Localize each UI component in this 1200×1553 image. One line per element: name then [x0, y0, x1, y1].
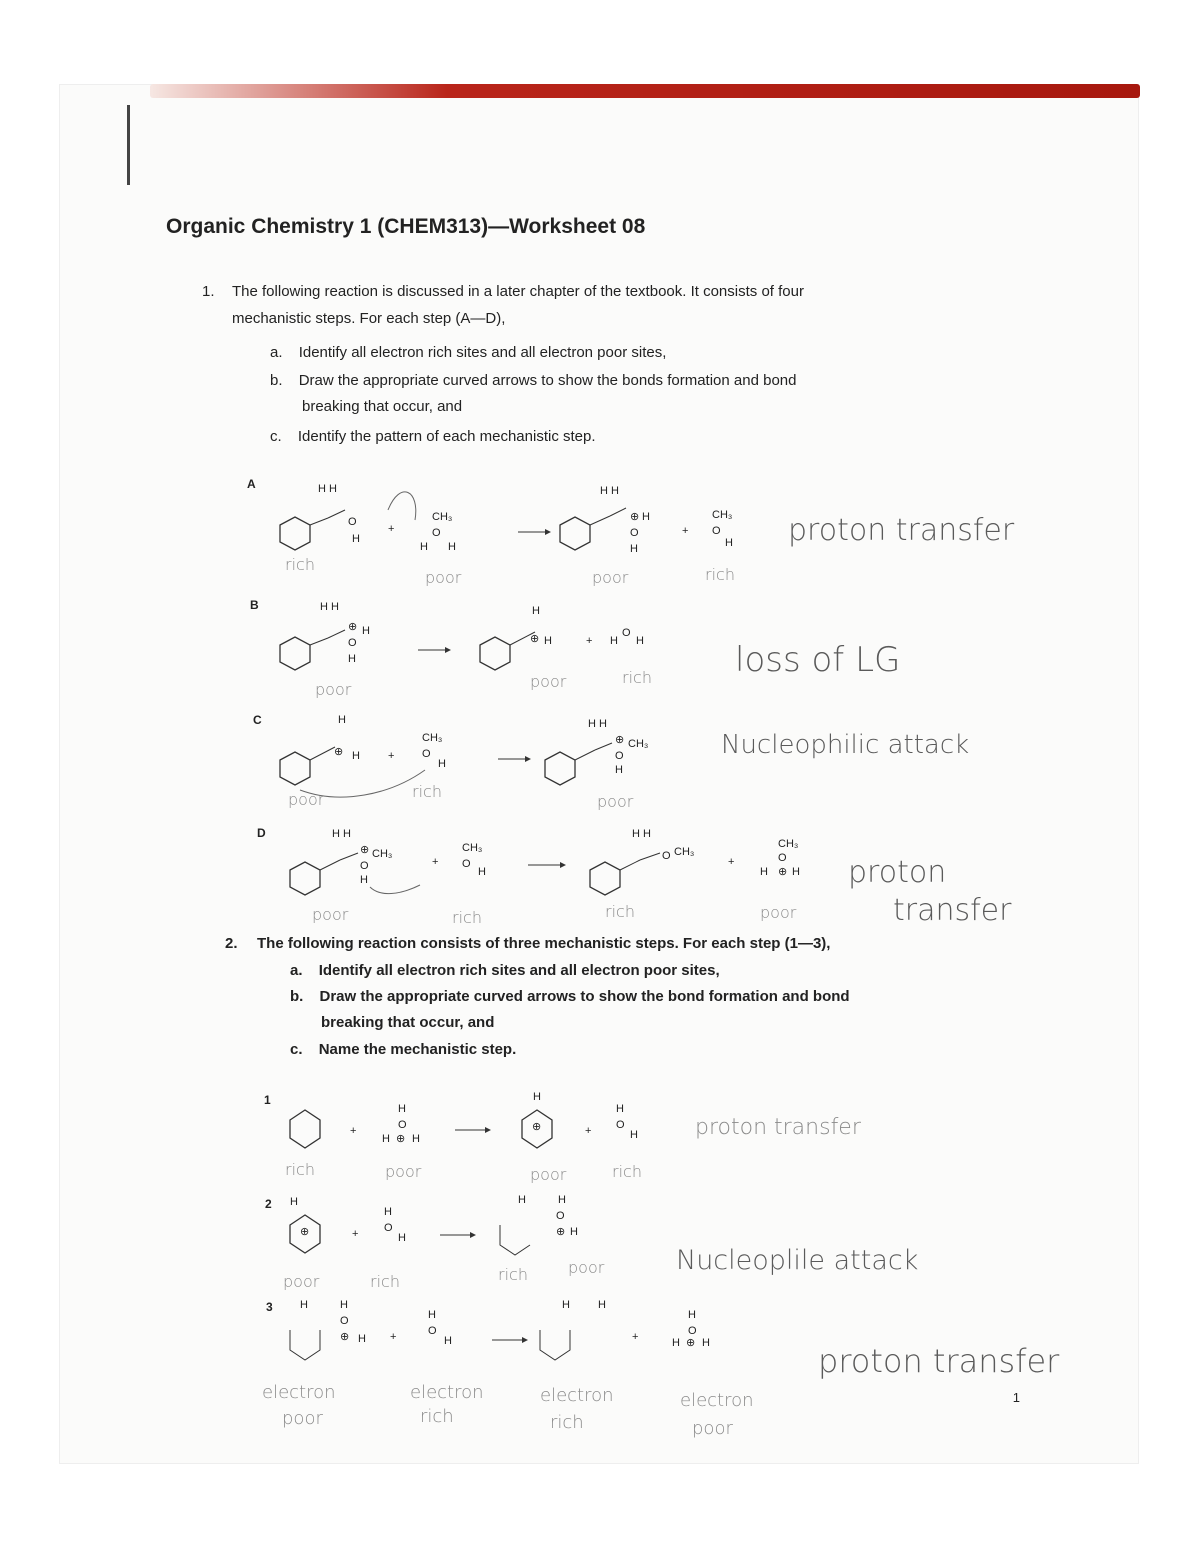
- svg-text:H: H: [725, 537, 733, 549]
- svg-text:⊕: ⊕: [686, 1337, 696, 1349]
- svg-text:⊕: ⊕: [556, 1226, 566, 1238]
- svg-text:+: +: [432, 856, 439, 868]
- svg-text:O: O: [556, 1210, 565, 1222]
- hw-B-poor2: poor: [530, 672, 567, 691]
- hw-2-rich: rich: [370, 1272, 400, 1291]
- svg-text:H: H: [615, 764, 623, 776]
- svg-text:H: H: [338, 714, 346, 726]
- svg-text:H: H: [636, 635, 644, 647]
- q1-item-c: [270, 424, 596, 450]
- svg-text:H: H: [348, 653, 356, 665]
- hw-D-rich2: rich: [605, 902, 635, 921]
- q2-b-text1: Draw the appropriate curved arrows to show the bond formation and bond: [319, 988, 850, 1005]
- svg-text:H: H: [616, 1103, 624, 1115]
- svg-text:O: O: [340, 1315, 349, 1327]
- svg-text:H H: H H: [332, 828, 351, 840]
- hw-3-electron-3: electron: [540, 1385, 614, 1406]
- q1-b-text1: Draw the appropriate curved arrows to show the bonds formation and bond: [298, 372, 797, 389]
- worksheet-title: Organic Chemistry 1 (CHEM313)—Worksheet 08: [166, 215, 646, 238]
- svg-text:H: H: [438, 758, 446, 770]
- svg-text:CH₃: CH₃: [432, 511, 453, 523]
- svg-text:H: H: [444, 1335, 452, 1347]
- hw-B-rich: rich: [622, 668, 652, 687]
- svg-text:H: H: [562, 1299, 570, 1311]
- svg-text:H: H: [792, 866, 800, 878]
- svg-text:H: H: [760, 866, 768, 878]
- svg-text:O: O: [348, 637, 357, 649]
- svg-text:H: H: [544, 635, 552, 647]
- svg-text:H: H: [384, 1206, 392, 1218]
- q1-a-label: a.: [270, 344, 283, 361]
- svg-text:+: +: [350, 1125, 357, 1137]
- svg-text:⊕: ⊕: [348, 621, 358, 633]
- q2-text: [225, 930, 831, 957]
- svg-text:O: O: [360, 860, 369, 872]
- svg-text:H: H: [300, 1299, 308, 1311]
- q2-number: 2.: [225, 935, 238, 952]
- q2-b-label: b.: [290, 988, 304, 1005]
- svg-text:⊕: ⊕: [340, 1331, 350, 1343]
- q1-line1: The following reaction is discussed in a later chapter of the textbook. It consists of four: [232, 283, 804, 300]
- scheme-row-B: [280, 601, 644, 670]
- svg-text:O: O: [462, 858, 471, 870]
- hw-3-rich2: rich: [550, 1412, 584, 1433]
- svg-text:+: +: [728, 856, 735, 868]
- svg-text:O: O: [422, 748, 431, 760]
- svg-text:O: O: [622, 627, 631, 639]
- hw-1-poor2: poor: [530, 1165, 567, 1184]
- svg-text:H: H: [352, 750, 360, 762]
- hw-3-electron-4: electron: [680, 1390, 754, 1411]
- q2-b-text2: breaking that occur, and: [321, 1014, 495, 1031]
- hw-1-pattern: proton transfer: [695, 1115, 861, 1140]
- q1-b-label: b.: [270, 372, 283, 389]
- svg-text:⊕: ⊕: [778, 866, 788, 878]
- svg-text:⊕: ⊕: [530, 633, 540, 645]
- svg-text:O: O: [615, 750, 624, 762]
- svg-text:H H: H H: [320, 601, 339, 613]
- step-label-D: D: [257, 826, 266, 840]
- hw-3-pattern: proton transfer: [818, 1342, 1060, 1380]
- hw-3-electron-1: electron: [262, 1382, 336, 1403]
- q1-b-text2: breaking that occur, and: [302, 398, 463, 415]
- q2-line1: The following reaction consists of three mechanistic steps. For each step (1—3),: [257, 935, 831, 952]
- hw-C-pattern: Nucleophilic attack: [721, 730, 970, 760]
- page-number: 1: [1012, 1390, 1020, 1405]
- hw-A-rich: rich: [285, 555, 315, 574]
- q1-c-label: c.: [270, 428, 282, 445]
- hw-1-poor: poor: [385, 1162, 422, 1181]
- hw-2-poor2: poor: [568, 1258, 605, 1277]
- q1-item-b: [270, 368, 796, 420]
- svg-text:+: +: [390, 1331, 397, 1343]
- hw-B-pattern: loss of LG: [735, 640, 901, 680]
- svg-text:H H: H H: [632, 828, 651, 840]
- svg-text:H: H: [598, 1299, 606, 1311]
- svg-text:H: H: [358, 1333, 366, 1345]
- step-label-A: A: [247, 477, 256, 491]
- svg-text:H: H: [290, 1196, 298, 1208]
- svg-text:O: O: [348, 516, 357, 528]
- q1-item-a: [270, 340, 666, 366]
- hw-A-poor1: poor: [425, 568, 462, 587]
- q2-item-c: [290, 1037, 516, 1063]
- svg-text:H: H: [688, 1309, 696, 1321]
- hw-B-poor: poor: [315, 680, 352, 699]
- hw-D-rich: rich: [452, 908, 482, 927]
- svg-text:H: H: [518, 1194, 526, 1206]
- svg-text:⊕: ⊕: [615, 734, 625, 746]
- scheme-row-A: [280, 483, 733, 555]
- step-label-2: 2: [265, 1197, 272, 1211]
- hw-3-rich: rich: [420, 1406, 454, 1427]
- svg-text:⊕: ⊕: [396, 1133, 406, 1145]
- hw-C-poor: poor: [288, 790, 325, 809]
- hw-3-electron-2: electron: [410, 1382, 484, 1403]
- svg-text:H: H: [448, 541, 456, 553]
- svg-text:CH₃: CH₃: [462, 842, 483, 854]
- svg-text:O: O: [428, 1325, 437, 1337]
- svg-text:+: +: [585, 1125, 592, 1137]
- svg-text:O: O: [712, 525, 721, 537]
- q1-a-text: Identify all electron rich sites and all electron poor sites,: [298, 344, 667, 361]
- svg-text:H: H: [570, 1226, 578, 1238]
- svg-text:H H: H H: [600, 485, 619, 497]
- svg-text:H: H: [642, 511, 650, 523]
- scheme-row-D: [290, 828, 800, 895]
- svg-text:H: H: [610, 635, 618, 647]
- svg-text:⊕: ⊕: [300, 1226, 310, 1238]
- svg-text:CH₃: CH₃: [674, 846, 695, 858]
- hw-D-pattern-2: transfer: [893, 893, 1012, 928]
- svg-text:H: H: [532, 605, 540, 617]
- hw-A-pattern: proton transfer: [788, 513, 1015, 548]
- svg-text:H: H: [630, 1129, 638, 1141]
- svg-text:H: H: [382, 1133, 390, 1145]
- scheme-row-3: [290, 1299, 710, 1360]
- svg-text:+: +: [388, 750, 395, 762]
- hw-1-rich: rich: [285, 1160, 315, 1179]
- svg-text:O: O: [778, 852, 787, 864]
- svg-text:H: H: [630, 543, 638, 555]
- hw-D-poor2: poor: [760, 903, 797, 922]
- svg-text:CH₃: CH₃: [422, 732, 443, 744]
- page-edge-line: [127, 105, 130, 185]
- step-label-B: B: [250, 598, 259, 612]
- hw-3-poor: poor: [282, 1408, 323, 1429]
- svg-text:+: +: [352, 1228, 359, 1240]
- q2-c-label: c.: [290, 1041, 303, 1058]
- hw-D-poor: poor: [312, 905, 349, 924]
- svg-text:H: H: [478, 866, 486, 878]
- svg-text:H: H: [420, 541, 428, 553]
- svg-text:H: H: [398, 1103, 406, 1115]
- q2-item-b: [290, 984, 850, 1036]
- svg-text:+: +: [632, 1331, 639, 1343]
- svg-text:O: O: [688, 1325, 697, 1337]
- q2-reaction-schemes: [280, 1090, 760, 1380]
- svg-text:H: H: [398, 1232, 406, 1244]
- svg-text:CH₃: CH₃: [628, 738, 649, 750]
- hw-D-pattern-1: proton: [848, 855, 947, 890]
- svg-text:CH₃: CH₃: [372, 848, 393, 860]
- scheme-row-1: [290, 1091, 638, 1148]
- svg-text:⊕: ⊕: [334, 746, 344, 758]
- svg-text:H: H: [533, 1091, 541, 1103]
- hw-2-rich2: rich: [498, 1265, 528, 1284]
- svg-text:H: H: [340, 1299, 348, 1311]
- hw-A-poor2: poor: [592, 568, 629, 587]
- step-label-3: 3: [266, 1300, 273, 1314]
- q2-a-label: a.: [290, 962, 303, 979]
- step-label-1: 1: [264, 1093, 271, 1107]
- svg-text:H H: H H: [588, 718, 607, 730]
- svg-text:H: H: [672, 1337, 680, 1349]
- step-label-C: C: [253, 713, 262, 727]
- q1-text: [202, 278, 804, 332]
- q1-c-text: Identify the pattern of each mechanistic step.: [297, 428, 596, 445]
- scheme-row-C: [280, 714, 648, 797]
- q1-line2: mechanistic steps. For each step (A—D),: [232, 310, 506, 327]
- svg-text:+: +: [586, 635, 593, 647]
- red-folder-edge: [150, 84, 1140, 98]
- hw-3-poor2: poor: [692, 1418, 733, 1439]
- hw-1-rich2: rich: [612, 1162, 642, 1181]
- hw-A-rich2: rich: [705, 565, 735, 584]
- svg-text:O: O: [398, 1119, 407, 1131]
- q2-a-text: Identify all electron rich sites and all electron poor sites,: [318, 962, 720, 979]
- svg-text:O: O: [432, 527, 441, 539]
- svg-text:O: O: [616, 1119, 625, 1131]
- svg-text:H: H: [702, 1337, 710, 1349]
- svg-text:H: H: [412, 1133, 420, 1145]
- svg-text:H: H: [558, 1194, 566, 1206]
- svg-text:+: +: [682, 525, 689, 537]
- scheme-row-2: [290, 1194, 578, 1255]
- hw-2-pattern: Nucleoplile attack: [676, 1245, 919, 1276]
- svg-text:H: H: [428, 1309, 436, 1321]
- svg-text:H H: H H: [318, 483, 337, 495]
- svg-text:⊕: ⊕: [532, 1121, 542, 1133]
- svg-text:O: O: [630, 527, 639, 539]
- svg-text:⊕: ⊕: [630, 511, 640, 523]
- q2-item-a: [290, 958, 720, 984]
- hw-C-poor2: poor: [597, 792, 634, 811]
- svg-text:O: O: [662, 850, 671, 862]
- q2-c-text: Name the mechanistic step.: [318, 1041, 517, 1058]
- svg-text:O: O: [384, 1222, 393, 1234]
- svg-text:H: H: [360, 874, 368, 886]
- svg-text:+: +: [388, 523, 395, 535]
- svg-text:CH₃: CH₃: [778, 838, 799, 850]
- svg-text:CH₃: CH₃: [712, 509, 733, 521]
- q1-number: 1.: [202, 283, 215, 300]
- hw-2-poor: poor: [283, 1272, 320, 1291]
- svg-text:H: H: [352, 533, 360, 545]
- svg-text:⊕: ⊕: [360, 844, 370, 856]
- hw-C-rich: rich: [412, 782, 442, 801]
- svg-text:H: H: [362, 625, 370, 637]
